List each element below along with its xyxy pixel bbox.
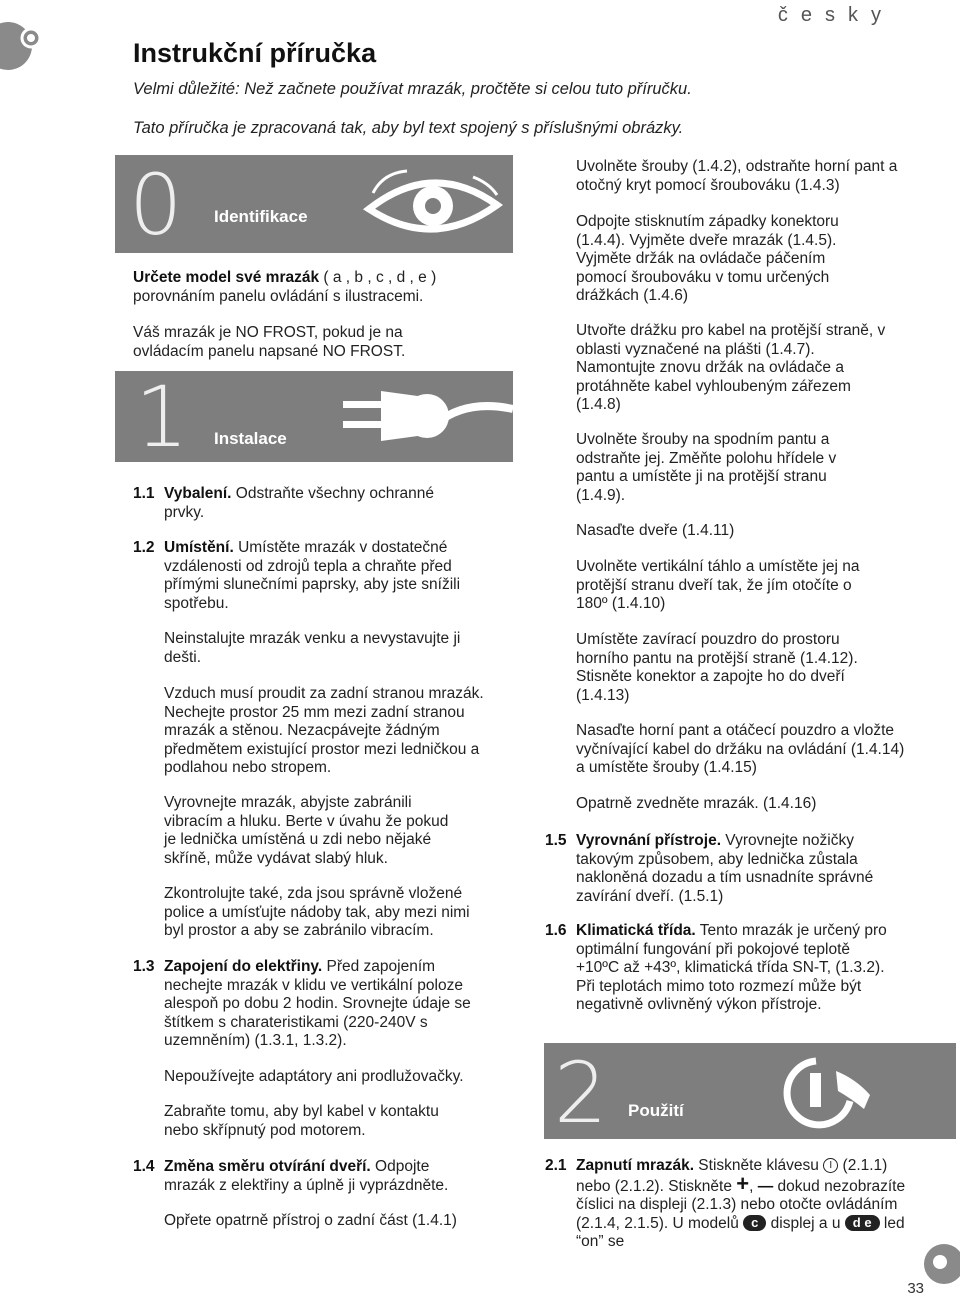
plug-icon (337, 379, 513, 455)
right-p7: Umístěte zavírací pouzdro do prostoru horního pantu na protější straně (1.4.12). Stisněte konektor a zapojte ho do dveří (1.4.13) (576, 631, 858, 704)
right-p2: Odpojte stisknutím západky konektoru (1.4.4). Vyjměte dveře mrazák (1.4.5). Vyjměte držák na ovládače páčením pomocí šroubováku v tomu určených drážkách (1.4.6) (576, 213, 839, 304)
section-0-label: Identifikace (214, 207, 308, 226)
item-1-2-p3: Vzduch musí proudit za zadní stranou mrazák. Nechejte prostor 25 mm mezi zadní stranou mrazák a stěnou. Nezacpávejte žádným předmětem existující prostor mezi ledničkou a podlahou nebo stropem. (164, 685, 484, 776)
section-2-number: 2 (554, 1044, 608, 1142)
section-1-label: Instalace (214, 429, 287, 448)
section-1-number: 1 (135, 368, 189, 466)
right-p9: Opatrně zvedněte mrazák. (1.4.16) (576, 795, 817, 812)
item-2-1 (545, 1157, 906, 1252)
item-1-6-title: Klimatická třída. (576, 922, 696, 939)
item-1-1-title: Vybalení. (164, 485, 232, 502)
section-0-banner (115, 155, 513, 253)
right-p1: Uvolněte šrouby (1.4.2), odstraňte horní pant a otočný kryt pomocí šroubováku (1.4.3) (576, 158, 898, 194)
item-2-1-text-d: dokud nezobrazíte číslici na displeji (2.1.3) nebo otočte ovládáním (2.1.4, 2.1.5). U modelů (576, 1177, 906, 1232)
item-1-3-p3: Zabraňte tomu, aby byl kabel v kontaktu nebo skřípnutý pod motorem. (164, 1103, 439, 1139)
item-1-2 (133, 539, 484, 613)
power-knob-icon (766, 1051, 876, 1133)
model-de-badge: d e (845, 1215, 880, 1231)
item-1-4 (133, 1158, 474, 1195)
model-instruction-text: ( a , b , c , d , e ) porovnáním panelu ovládání s ilustracemi. (133, 269, 437, 305)
item-1-5-number: 1.5 (545, 832, 567, 849)
item-2-1-title: Zapnutí mrazák. (576, 1157, 694, 1174)
right-p5: Nasaďte dveře (1.4.11) (576, 522, 735, 539)
brand-logo-icon (0, 10, 46, 74)
item-2-1-number: 2.1 (545, 1157, 567, 1174)
item-1-5-text: Vyrovnejte nožičky takovým způsobem, aby lednička zůstala nakloněná dozadu a tím usnadníte správné zavírání dveří. (1.5.1) (576, 832, 874, 905)
item-1-3-number: 1.3 (133, 958, 155, 975)
eye-icon (363, 165, 503, 245)
section-2-banner (544, 1043, 956, 1142)
section-0-model-text (133, 269, 483, 306)
model-instruction-bold: Určete model své mrazák (133, 269, 320, 286)
item-1-1 (133, 485, 474, 522)
item-2-1-text-a: Stiskněte klávesu (694, 1157, 824, 1174)
item-1-4-text: Odpojte mrazák z elektřiny a úplně ji vyprázdněte. (164, 1158, 449, 1194)
item-1-6-number: 1.6 (545, 922, 567, 939)
item-1-2-title: Umístění. (164, 539, 234, 556)
section-0-number: 0 (129, 156, 183, 254)
intro-note-2: Tato příručka je zpracovaná tak, aby byl text spojený s příslušnými obrázky. (133, 119, 684, 137)
page-title: Instrukční příručka (133, 38, 377, 68)
right-p3: Utvořte drážku pro kabel na protější straně, v oblasti vyznačené na plášti (1.4.7). Namontujte znovu držák na ovládače a protáhněte kabel vyhloubeným zářezem (1.4.8) (576, 322, 886, 413)
item-1-1-text: Odstraňte všechny ochranné prvky. (164, 485, 434, 521)
brand-mark-icon (922, 1242, 960, 1286)
section-2-label: Použití (628, 1101, 684, 1120)
item-1-5 (545, 832, 896, 906)
section-1-banner (115, 368, 513, 466)
item-2-1-text-c: , (749, 1177, 758, 1195)
language-label: česky (777, 4, 894, 26)
item-1-3 (133, 958, 484, 1051)
nofrost-text: Váš mrazák je NO FROST, pokud je na ovládacím panelu napsané NO FROST. (133, 324, 406, 360)
item-1-6 (545, 922, 896, 1015)
power-key-icon: I (823, 1158, 838, 1173)
item-1-4-number: 1.4 (133, 1158, 155, 1175)
minus-key-icon: — (757, 1177, 774, 1195)
item-1-3-text: Před zapojením nechejte mrazák v klidu ve vertikální poloze alespoň po dobu 2 hodin. Srovnejte údaje se štítkem s charateristikami (220-240V s uzemněním) (1.3.1, 1.3.2). (164, 958, 471, 1049)
item-1-1-number: 1.1 (133, 485, 155, 502)
plus-key-icon: + (736, 1170, 750, 1196)
item-2-1-text-b: (2.1.1) nebo (2.1.2). Stiskněte (576, 1157, 888, 1195)
item-1-3-p2: Nepoužívejte adaptátory ani prodlužovačky. (164, 1068, 464, 1085)
item-1-2-p4: Vyrovnejte mrazák, abyjste zabránili vibracím a hluku. Berte v úvahu že pokud je lednička umístěná u zdi nebo nějaké skříně, může vydávat slabý hluk. (164, 794, 449, 867)
item-1-3-title: Zapojení do elektřiny. (164, 958, 323, 975)
right-p6: Uvolněte vertikální táhlo a umístěte jej na protější stranu dveří tak, že jím otočíte o 180º (1.4.10) (576, 558, 860, 612)
item-1-5-title: Vyrovnání přístroje. (576, 832, 721, 849)
item-1-6-text: Tento mrazák je určený pro optimální fungování při pokojové teplotě +10ºC až +43º, klimatická třída SN-T, (1.3.2). Při teplotách mimo toto rozmezí může být negativně ovlivněný výkon přístroje. (576, 922, 887, 1013)
model-c-badge: c (743, 1215, 766, 1231)
item-1-4-p2: Opřete opatrně přístroj o zadní část (1.4.1) (164, 1212, 457, 1229)
item-1-2-text: Umístěte mrazák v dostatečné vzdálenosti od zdrojů tepla a chraňte před přímými slunečními paprsky, aby jste snížili spotřebu. (164, 539, 461, 612)
item-2-1-text-e: displej a u (766, 1214, 845, 1232)
item-1-2-p5: Zkontrolujte také, zda jsou správně vložené police a umísťujte nádoby tak, aby mezi nimi byl prostor a aby se zabránilo vibracím. (164, 885, 470, 939)
right-p8: Nasaďte horní pant a otáčecí pouzdro a vložte vyčnívající kabel do držáku na ovládání (1.4.14) a umístěte šrouby (1.4.15) (576, 722, 905, 776)
right-p4: Uvolněte šrouby na spodním pantu a odstraňte jej. Změňte polohu hřídele v pantu a umístěte ji na protější stranu (1.4.9). (576, 431, 837, 504)
item-2-1-text-f: led “on” se (576, 1214, 905, 1250)
item-1-4-title: Změna směru otvírání dveří. (164, 1158, 371, 1175)
page-number: 33 (907, 1280, 924, 1297)
item-1-2-p2: Neinstalujte mrazák venku a nevystavujte ji dešti. (164, 630, 461, 666)
item-1-2-number: 1.2 (133, 539, 155, 556)
intro-note: Velmi důležité: Než začnete používat mrazák, pročtěte si celou tuto příručku. (133, 80, 692, 98)
